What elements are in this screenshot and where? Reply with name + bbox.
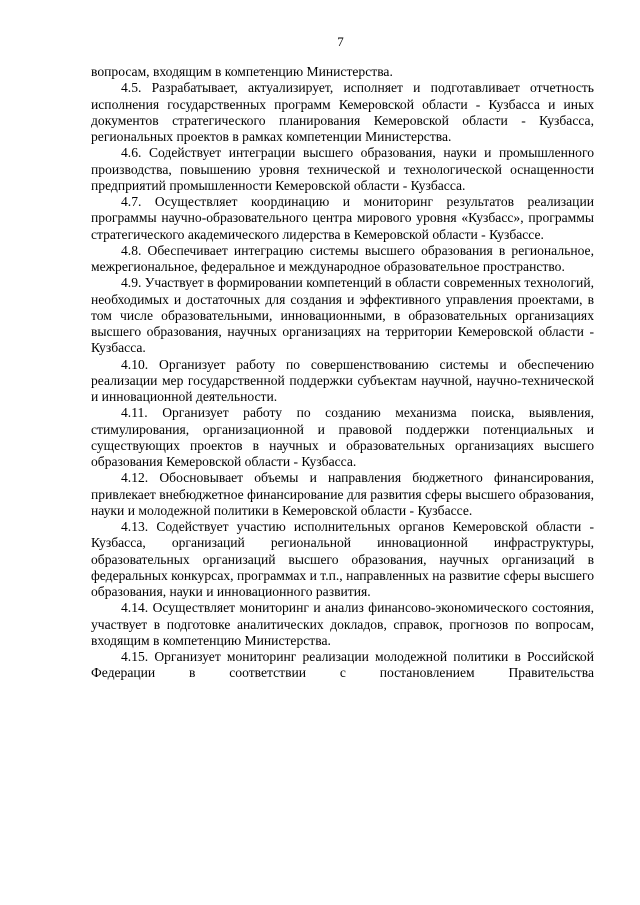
paragraph: 4.11. Организует работу по созданию механизма поиска, выявления, стимулирования, организационной и правовой поддержки потенциальных и существующих проектов в научных и образовательных организациях высшего образования Кемеровской области - Кузбасса.: [91, 405, 594, 469]
document-body: [91, 64, 594, 682]
paragraph: 4.8. Обеспечивает интеграцию системы высшего образования в региональное, межрегиональное, федеральное и международное образовательное пространство.: [91, 242, 594, 274]
paragraph: 4.15. Организует мониторинг реализации молодежной политики в Российской Федерации в соответствии с постановлением Правительства: [91, 649, 594, 681]
page-number: 7: [337, 34, 344, 49]
paragraph: 4.10. Организует работу по совершенствованию системы и обеспечению реализации мер государственной поддержки субъектам научной, научно-технической и инновационной деятельности.: [91, 356, 594, 404]
paragraph: 4.6. Содействует интеграции высшего образования, науки и промышленного производства, повышению уровня технической и технологической оснащенности предприятий промышленности Кемеровской области - Кузбасса.: [91, 145, 594, 193]
paragraph: 4.13. Содействует участию исполнительных органов Кемеровской области - Кузбасса, организаций региональной инновационной инфраструктуры, образовательных организаций высшего образования, научных организаций в федеральных конкурсах, программах и т.п., направленных на развитие сферы высшего образования, науки и инновационного развития.: [91, 519, 594, 599]
paragraph: вопросам, входящим в компетенцию Министерства.: [91, 64, 393, 79]
paragraph: 4.7. Осуществляет координацию и мониторинг результатов реализации программы научно-образовательного центра мирового уровня «Кузбасс», программы стратегического академического лидерства в Кемеровской области - Кузбассе.: [91, 194, 594, 242]
paragraph: 4.9. Участвует в формировании компетенций в области современных технологий, необходимых и достаточных для создания и эффективного управления проектами, в том числе образовательными, инновационными, в образовательных организациях высшего образования, научных организациях на территории Кемеровской области - Кузбасса.: [91, 275, 594, 356]
paragraph: 4.12. Обосновывает объемы и направления бюджетного финансирования, привлекает внебюджетное финансирование для развития сферы высшего образования, науки и молодежной политики в Кемеровской области - Кузбассе.: [91, 470, 595, 518]
paragraph: 4.5. Разрабатывает, актуализирует, исполняет и подготавливает отчетность исполнения государственных программ Кемеровской области - Кузбасса и иных документов стратегического планирования Кемеровской области - Кузбасса, региональных проектов в рамках компетенции Министерства.: [91, 80, 594, 144]
paragraph: 4.14. Осуществляет мониторинг и анализ финансово-экономического состояния, участвует в подготовке аналитических докладов, справок, прогнозов по вопросам, входящим в компетенцию Министерства.: [91, 600, 594, 648]
